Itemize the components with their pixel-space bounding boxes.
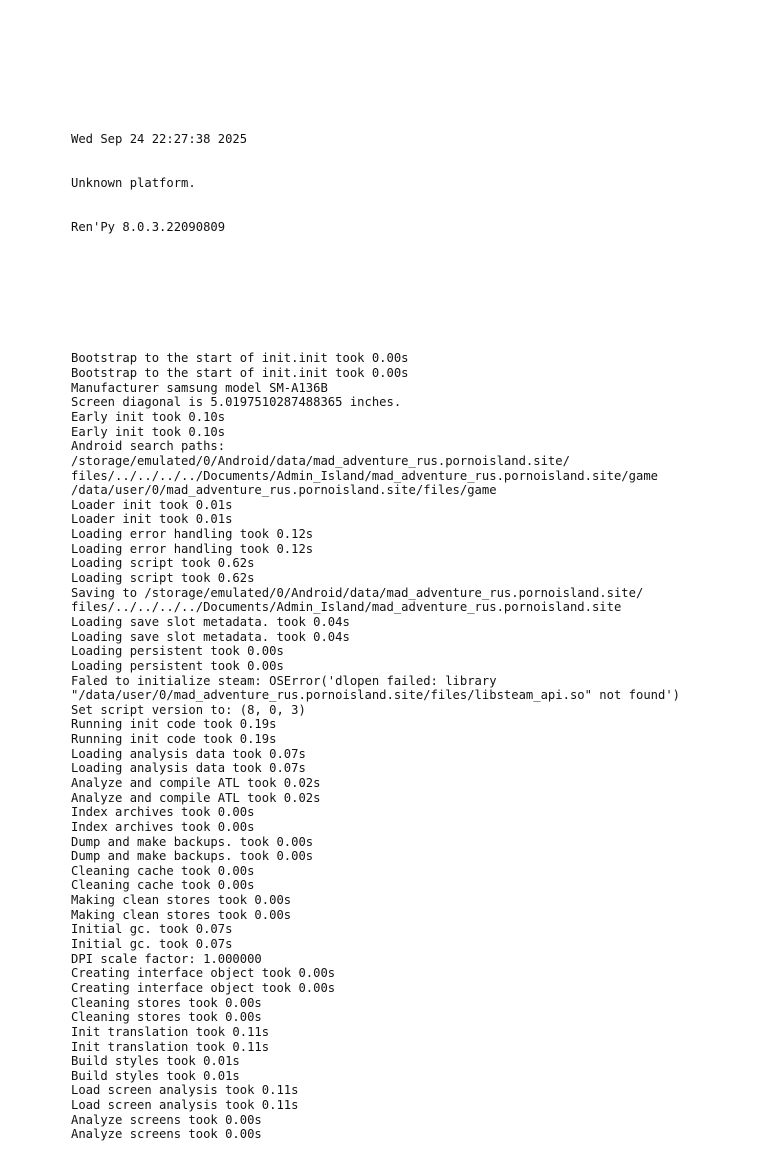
- log-line: Making clean stores took 0.00s: [71, 907, 292, 922]
- log-line: Analyze screens took 0.00s: [71, 1112, 262, 1127]
- log-line: Screen diagonal is 5.0197510287488365 inches.: [71, 395, 402, 410]
- log-line: Loader init took 0.01s: [71, 512, 233, 527]
- log-line: Cleaning cache took 0.00s: [71, 863, 255, 878]
- log-line: Analyze and compile ATL took 0.02s: [71, 790, 321, 805]
- log-line: Bootstrap to the start of init.init took 0.00s: [71, 351, 409, 366]
- log-line: Android search paths:: [71, 439, 226, 454]
- log-line: Loading save slot metadata. took 0.04s: [71, 614, 350, 629]
- log-line: Early init took 0.10s: [71, 424, 226, 439]
- log-line: Initial gc. took 0.07s: [71, 922, 233, 937]
- log-line: Creating interface object took 0.00s: [71, 966, 336, 981]
- log-line: Set script version to: (8, 0, 3): [71, 702, 306, 717]
- log-line: /storage/emulated/0/Android/data/mad_adventure_rus.pornoisland.site/: [71, 453, 570, 468]
- log-line: Making clean stores took 0.00s: [71, 893, 292, 908]
- log-line: files/../../../../Documents/Admin_Island/mad_adventure_rus.pornoisland.site: [71, 600, 622, 615]
- log-line: Cleaning stores took 0.00s: [71, 995, 262, 1010]
- log-line: Running init code took 0.19s: [71, 732, 277, 747]
- log-line: Manufacturer samsung model SM-A136B: [71, 380, 328, 395]
- log-line: Load screen analysis took 0.11s: [71, 1083, 299, 1098]
- log-line: Loading persistent took 0.00s: [71, 644, 284, 659]
- log-line: Loading persistent took 0.00s: [71, 658, 284, 673]
- log-line: DPI scale factor: 1.000000: [71, 951, 262, 966]
- log-line: Analyze screens took 0.00s: [71, 1127, 262, 1142]
- log-line: Dump and make backups. took 0.00s: [71, 834, 314, 849]
- log-line: Loading script took 0.62s: [71, 556, 255, 571]
- log-line: "/data/user/0/mad_adventure_rus.pornoisland.site/files/libsteam_api.so" not found'): [71, 688, 681, 703]
- log-line: Loading error handling took 0.12s: [71, 527, 314, 542]
- log-header: [71, 102, 751, 263]
- log-line: Ren'Py 8.0.3.22090809: [71, 219, 226, 234]
- log-line: Dump and make backups. took 0.00s: [71, 849, 314, 864]
- log-line: Init translation took 0.11s: [71, 1039, 270, 1054]
- log-line: Build styles took 0.01s: [71, 1054, 240, 1069]
- log-line: Loading analysis data took 0.07s: [71, 746, 306, 761]
- log-line: Unknown platform.: [71, 175, 196, 190]
- log-line: Creating interface object took 0.00s: [71, 980, 336, 995]
- log-line: Bootstrap to the start of init.init took 0.00s: [71, 366, 409, 381]
- log-line: Wed Sep 24 22:27:38 2025: [71, 131, 248, 146]
- log-line: Cleaning stores took 0.00s: [71, 1010, 262, 1025]
- log-body: [71, 351, 751, 1142]
- blank-gap: [71, 293, 751, 322]
- log-line: Loader init took 0.01s: [71, 497, 233, 512]
- log-line: Build styles took 0.01s: [71, 1068, 240, 1083]
- log-line: Initial gc. took 0.07s: [71, 937, 233, 952]
- log-line: Load screen analysis took 0.11s: [71, 1098, 299, 1113]
- log-line: Loading save slot metadata. took 0.04s: [71, 629, 350, 644]
- log-line: Cleaning cache took 0.00s: [71, 878, 255, 893]
- log-line: Index archives took 0.00s: [71, 819, 255, 834]
- log-line: Loading analysis data took 0.07s: [71, 761, 306, 776]
- log-line: Saving to /storage/emulated/0/Android/data/mad_adventure_rus.pornoisland.site/: [71, 585, 644, 600]
- log-line: files/../../../../Documents/Admin_Island/mad_adventure_rus.pornoisland.site/game: [71, 468, 658, 483]
- log-line: /data/user/0/mad_adventure_rus.pornoisland.site/files/game: [71, 483, 497, 498]
- log-line: Index archives took 0.00s: [71, 805, 255, 820]
- log-line: Loading error handling took 0.12s: [71, 541, 314, 556]
- log-text: [71, 73, 751, 1171]
- log-line: Early init took 0.10s: [71, 409, 226, 424]
- log-line: Running init code took 0.19s: [71, 717, 277, 732]
- log-line: Analyze and compile ATL took 0.02s: [71, 775, 321, 790]
- log-line: Init translation took 0.11s: [71, 1024, 270, 1039]
- log-line: Loading script took 0.62s: [71, 571, 255, 586]
- log-line: Faled to initialize steam: OSError('dlopen failed: library: [71, 673, 497, 688]
